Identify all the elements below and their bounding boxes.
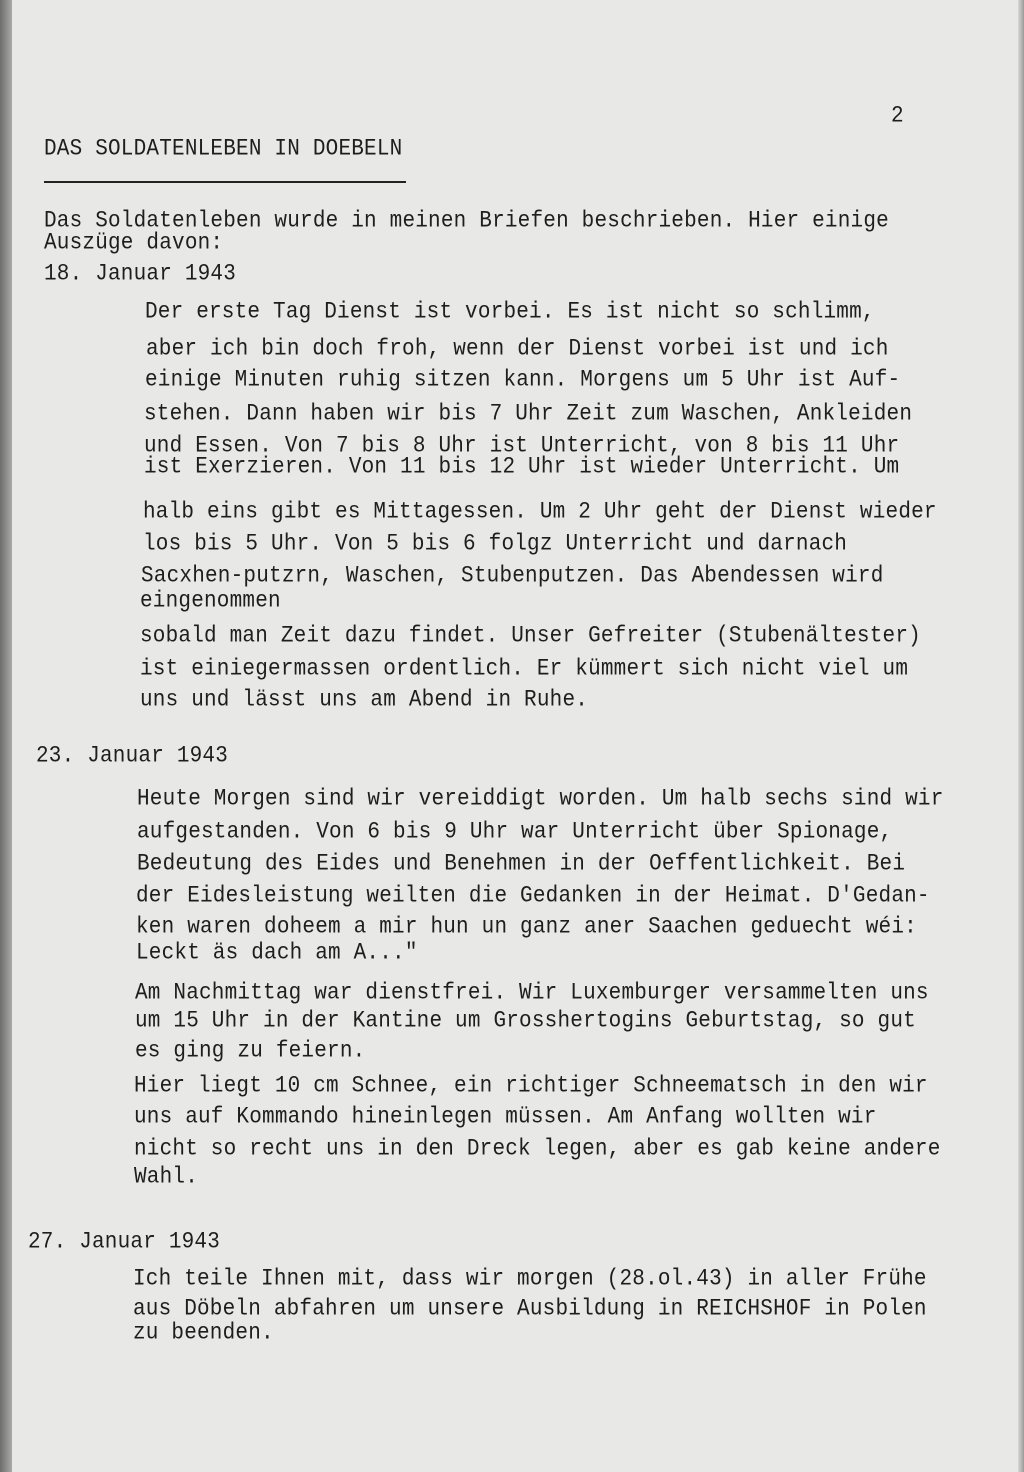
entry-line: Bedeutung des Eides und Benehmen in der Oeffentlichkeit. Bei: [137, 851, 906, 878]
entry-date: 27. Januar 1943: [28, 1229, 221, 1256]
entry-line: Leckt äs dach am A...": [136, 940, 418, 967]
entry-line: ist Exerzieren. Von 11 bis 12 Uhr ist wieder Unterricht. Um: [144, 454, 900, 481]
entry-line: Hier liegt 10 cm Schnee, ein richtiger Schneematsch in den wir: [134, 1073, 928, 1100]
entry-line: Sacxhen-putzrn, Waschen, Stubenputzen. Das Abendessen wird: [141, 563, 884, 590]
entry-line: aus Döbeln abfahren um unsere Ausbildung in REICHSHOF in Polen: [133, 1296, 927, 1323]
entry-line: Wahl.: [134, 1164, 199, 1191]
entry-date: 23. Januar 1943: [36, 743, 229, 770]
entry-line: Ich teile Ihnen mit, dass wir morgen (28.ol.43) in aller Frühe: [133, 1266, 927, 1293]
entry-line: ken waren doheem a mir hun un ganz aner Saachen geduecht wéi:: [136, 914, 917, 941]
entry-line: es ging zu feiern.: [135, 1038, 366, 1065]
entry-line: und Essen. Von 7 bis 8 Uhr ist Unterricht, von 8 bis 11 Uhr: [144, 433, 900, 460]
scan-edge-left: [0, 0, 12, 1472]
entry-line: halb eins gibt es Mittagessen. Um 2 Uhr geht der Dienst wieder: [143, 499, 937, 526]
entry-line: stehen. Dann haben wir bis 7 Uhr Zeit zum Waschen, Ankleiden: [144, 401, 913, 428]
scan-edge-right: [1018, 0, 1024, 1472]
entry-line: einige Minuten ruhig sitzen kann. Morgens um 5 Uhr ist Auf-: [145, 367, 901, 394]
entry-line: der Eidesleistung weilten die Gedanken in der Heimat. D'Gedan-: [136, 883, 930, 910]
entry-line: nicht so recht uns in den Dreck legen, aber es gab keine andere: [134, 1136, 941, 1163]
entry-line: aber ich bin doch froh, wenn der Dienst vorbei ist und ich: [146, 336, 889, 363]
entry-line: ist einiegermassen ordentlich. Er kümmert sich nicht viel um: [140, 656, 909, 683]
page-number: 2: [891, 103, 904, 130]
intro-line: Auszüge davon:: [44, 230, 224, 257]
entry-line: eingenommen: [140, 588, 281, 615]
entry-line: aufgestanden. Von 6 bis 9 Uhr war Unterricht über Spionage,: [137, 819, 893, 846]
entry-line: um 15 Uhr in der Kantine um Grosshertogins Geburtstag, so gut: [135, 1008, 916, 1035]
entry-line: sobald man Zeit dazu findet. Unser Gefreiter (Stubenältester): [140, 623, 921, 650]
entry-line: uns auf Kommando hineinlegen müssen. Am Anfang wollten wir: [134, 1104, 877, 1131]
entry-line: Heute Morgen sind wir vereiddigt worden. Um halb sechs sind wir: [137, 786, 944, 813]
entry-line: Der erste Tag Dienst ist vorbei. Es ist nicht so schlimm,: [145, 299, 875, 326]
intro-line: Das Soldatenleben wurde in meinen Briefen beschrieben. Hier einige: [44, 208, 889, 235]
title-underline: [44, 181, 406, 183]
entry-line: uns und lässt uns am Abend in Ruhe.: [140, 687, 589, 714]
entry-line: Am Nachmittag war dienstfrei. Wir Luxemburger versammelten uns: [135, 980, 929, 1007]
entry-line: zu beenden.: [133, 1320, 274, 1347]
entry-line: los bis 5 Uhr. Von 5 bis 6 folgz Unterricht und darnach: [143, 531, 848, 558]
entry-date: 18. Januar 1943: [44, 261, 237, 288]
page-title: DAS SOLDATENLEBEN IN DOEBELN: [44, 136, 403, 163]
